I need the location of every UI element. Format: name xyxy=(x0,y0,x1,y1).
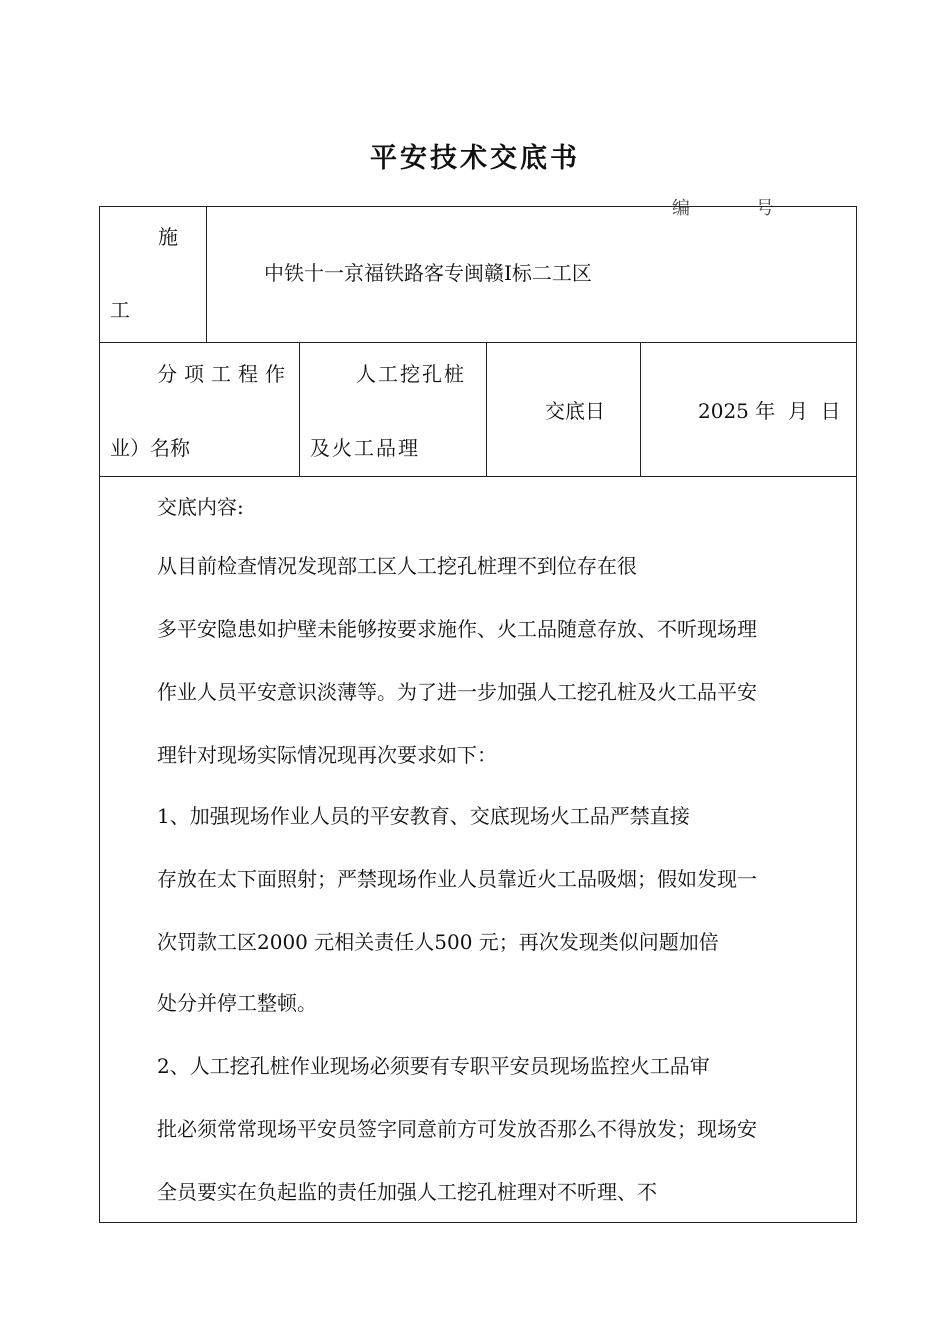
content-line: 理针对现场实际情况现再次要求如下： xyxy=(157,743,497,767)
content-line: 1、加强现场作业人员的平安教育、交底现场火工品严禁直接 xyxy=(157,804,690,828)
content-line: 次罚款工区2000 元相关责任人500 元；再次发现类似问题加倍 xyxy=(157,930,719,954)
content-line: 多平安隐患如护壁未能够按要求施作、火工品随意存放、不听现场理 xyxy=(157,617,757,641)
divider xyxy=(640,342,641,476)
date-value: 2025 年 月 日 xyxy=(698,399,841,423)
sub-project-row xyxy=(100,342,856,477)
sub-project-value-line2: 及火工品理 xyxy=(310,436,420,460)
content-line: 处分并停工整顿。 xyxy=(157,991,317,1015)
construction-unit-row xyxy=(100,207,856,343)
construction-unit-label-part2: 工 xyxy=(110,298,130,322)
content-line: 2、人工挖孔桩作业现场必须要有专职平安员现场监控火工品审 xyxy=(157,1054,710,1078)
disclosure-table xyxy=(99,206,857,1223)
document-number-label: 编 号 xyxy=(672,198,804,219)
construction-unit-label-part1: 施 xyxy=(158,225,178,249)
content-heading: 交底内容: xyxy=(157,495,244,519)
content-line: 批必须常常现场平安员签字同意前方可发放否那么不得放发；现场安 xyxy=(157,1117,757,1141)
divider xyxy=(486,342,487,476)
content-line: 从目前检查情况发现部工区人工挖孔桩理不到位存在很 xyxy=(157,554,637,578)
construction-unit-value: 中铁十一京福铁路客专闽赣Ⅰ标二工区 xyxy=(264,261,592,285)
content-line: 存放在太下面照射；严禁现场作业人员靠近火工品吸烟；假如发现一 xyxy=(157,867,757,891)
sub-project-label-line2: 业）名称 xyxy=(110,436,190,460)
divider xyxy=(299,342,300,476)
document-title: 平安技术交底书 xyxy=(370,143,580,174)
content-line: 作业人员平安意识淡薄等。为了进一步加强人工挖孔桩及火工品平安 xyxy=(157,680,757,704)
sub-project-value-line1: 人工挖孔桩 xyxy=(356,362,466,386)
sub-project-label-line1: 分项工程作 xyxy=(157,362,292,386)
date-label: 交底日 xyxy=(545,399,605,423)
construction-unit-label-cell xyxy=(100,207,207,342)
content-line: 全员要实在负起监的责任加强人工挖孔桩理对不听理、不 xyxy=(157,1180,657,1204)
